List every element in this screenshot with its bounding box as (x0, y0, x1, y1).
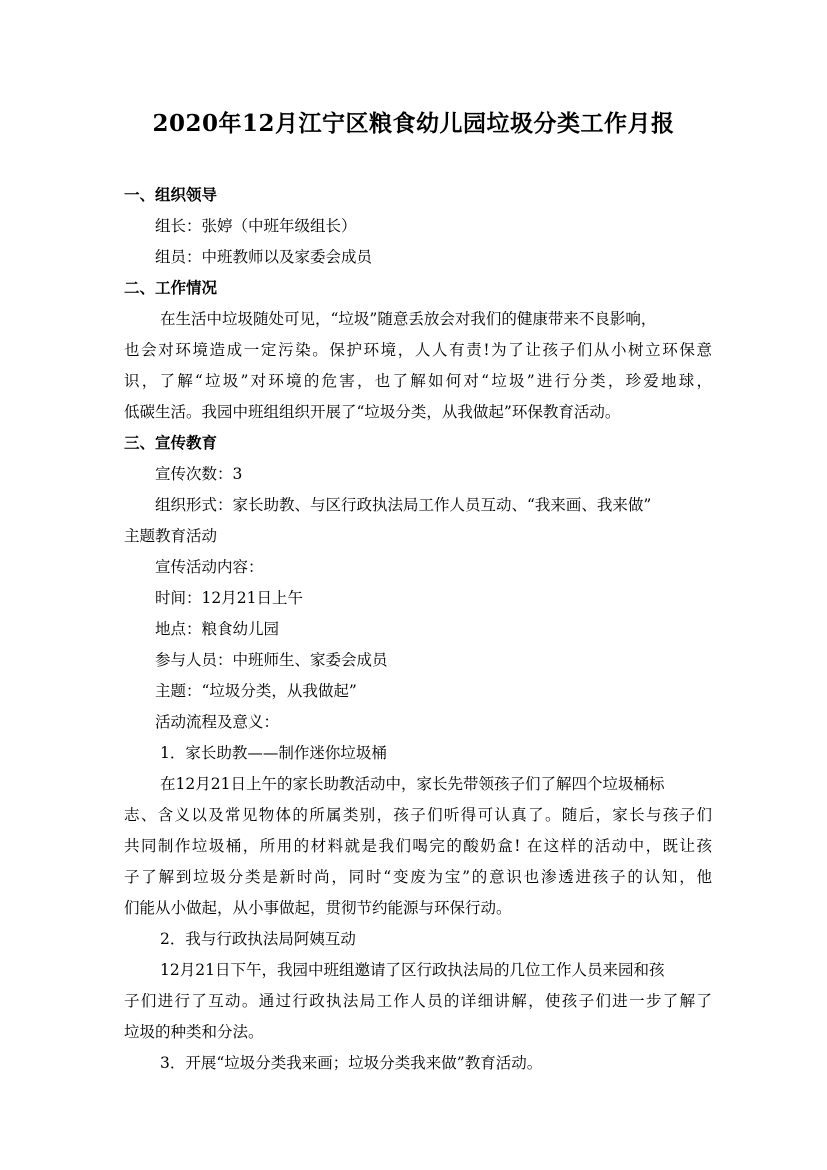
section-heading-work: 二、工作情况 (124, 279, 218, 297)
item1-paragraph-line: 子了解到垃圾分类是新时尚，同时“变废为宝”的意识也渗透进孩子的认知，他 (124, 868, 712, 886)
item3-title: 3．开展“垃圾分类我来画；垃圾分类我来做”教育活动。 (160, 1054, 543, 1072)
item2-paragraph-line: 子们进行了互动。通过行政执法局工作人员的详细讲解，使孩子们进一步了解了 (124, 992, 712, 1010)
item2-title: 2．我与行政执法局阿姨互动 (160, 930, 356, 948)
work-paragraph-line: 识，了解“垃圾”对环境的危害，也了解如何对“垃圾”进行分类，珍爱地球， (124, 372, 712, 390)
leader-line: 组长：张婷（中班年级组长） (155, 217, 357, 235)
organization-form-line: 主题教育活动 (124, 527, 218, 545)
activity-place: 地点：粮食幼儿园 (155, 620, 280, 638)
document-title: 2020年12月江宁区粮食幼儿园垃圾分类工作月报 (152, 110, 675, 137)
activity-participants: 参与人员：中班师生、家委会成员 (155, 651, 388, 669)
item1-paragraph-line: 在12月21日上午的家长助教活动中，家长先带领孩子们了解四个垃圾桶标 (160, 775, 665, 793)
work-paragraph-line: 低碳生活。我园中班组组织开展了“垃圾分类，从我做起”环保教育活动。 (124, 403, 621, 421)
section-heading-publicity: 三、宣传教育 (124, 434, 218, 452)
item2-paragraph-line: 12月21日下午，我园中班组邀请了区行政执法局的几位工作人员来园和孩 (160, 961, 665, 979)
item1-paragraph-line: 们能从小做起，从小事做起，贯彻节约能源与环保行动。 (124, 899, 512, 917)
activity-time: 时间：12月21日上午 (155, 589, 303, 607)
publicity-count: 宣传次数：3 (155, 465, 243, 483)
item1-paragraph-line: 共同制作垃圾桶，所用的材料就是我们喝完的酸奶盒! 在这样的活动中，既让孩 (124, 837, 712, 855)
section-heading-organization: 一、组织领导 (124, 186, 218, 204)
organization-form-line: 组织形式：家长助教、与区行政执法局工作人员互动、“我来画、我来做” (155, 496, 652, 514)
activity-theme: 主题：“垃圾分类，从我做起” (155, 682, 357, 700)
work-paragraph-line: 也会对环境造成一定污染。保护环境，人人有责!为了让孩子们从小树立环保意 (124, 341, 712, 359)
item1-paragraph-line: 志、含义以及常见物体的所属类别，孩子们听得可认真了。随后，家长与孩子们 (124, 806, 712, 824)
process-label: 活动流程及意义： (155, 713, 280, 731)
work-paragraph-line: 在生活中垃圾随处可见，“垃圾”随意丢放会对我们的健康带来不良影响， (160, 310, 657, 328)
item1-title: 1．家长助教——制作迷你垃圾桶 (160, 744, 387, 762)
publicity-content-label: 宣传活动内容： (155, 558, 264, 576)
item2-paragraph-line: 垃圾的种类和分法。 (124, 1023, 264, 1041)
members-line: 组员：中班教师以及家委会成员 (155, 248, 373, 266)
